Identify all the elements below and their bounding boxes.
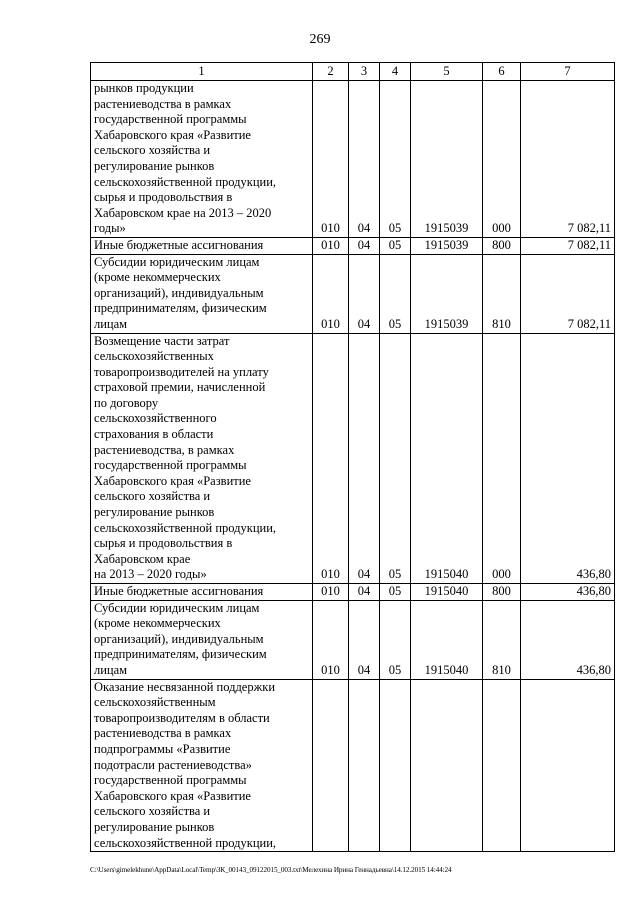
column-header: 2 [313, 63, 349, 81]
cell-section: 04 [349, 584, 380, 601]
column-header: 6 [483, 63, 521, 81]
cell-amount: 7 082,11 [521, 254, 615, 333]
cell-expense-type: 810 [483, 254, 521, 333]
cell-target-article: 1915040 [411, 600, 483, 679]
column-header: 1 [91, 63, 313, 81]
cell-amount: 436,80 [521, 584, 615, 601]
cell-expense-type: 000 [483, 81, 521, 238]
cell-subsection [380, 679, 411, 852]
cell-ministry-code [313, 679, 349, 852]
cell-amount: 436,80 [521, 600, 615, 679]
column-header: 5 [411, 63, 483, 81]
cell-expense-type: 810 [483, 600, 521, 679]
table-row [91, 600, 615, 679]
column-header: 4 [380, 63, 411, 81]
cell-section [349, 679, 380, 852]
cell-target-article [411, 679, 483, 852]
table-header-row [91, 63, 615, 81]
row-description: Субсидии юридическим лицам (кроме некоммерческих организаций), индивидуальным предпринимателям, физическим лицам [91, 600, 313, 679]
cell-ministry-code: 010 [313, 254, 349, 333]
cell-section: 04 [349, 254, 380, 333]
cell-expense-type [483, 679, 521, 852]
row-description: Иные бюджетные ассигнования [91, 584, 313, 601]
cell-expense-type: 000 [483, 333, 521, 584]
cell-section: 04 [349, 600, 380, 679]
cell-ministry-code: 010 [313, 237, 349, 254]
row-description: Субсидии юридическим лицам (кроме некоммерческих организаций), индивидуальным предпринимателям, физическим лицам [91, 254, 313, 333]
cell-expense-type: 800 [483, 584, 521, 601]
row-description: рынков продукции растениеводства в рамках государственной программы Хабаровского края «Развитие сельского хозяйства и регулирование рынков сельскохозяйственной продукции, сырья и продовольствия в Хабаровском крае на 2013 – 2020 годы» [91, 81, 313, 238]
cell-target-article: 1915040 [411, 333, 483, 584]
cell-subsection: 05 [380, 81, 411, 238]
cell-ministry-code: 010 [313, 600, 349, 679]
row-description: Оказание несвязанной поддержки сельскохозяйственным товаропроизводителям в области растениеводства в рамках подпрограммы «Развитие подотрасли растениеводства» государственной программы Хабаровского края «Развитие сельского хозяйства и регулирование рынков сельскохозяйственной продукции, [91, 679, 313, 852]
cell-subsection: 05 [380, 333, 411, 584]
table-row [91, 333, 615, 584]
cell-ministry-code: 010 [313, 81, 349, 238]
table-row [91, 679, 615, 852]
cell-ministry-code: 010 [313, 333, 349, 584]
cell-target-article: 1915039 [411, 81, 483, 238]
cell-target-article: 1915040 [411, 584, 483, 601]
cell-target-article: 1915039 [411, 237, 483, 254]
table-row [91, 254, 615, 333]
cell-amount: 7 082,11 [521, 237, 615, 254]
row-description: Возмещение части затрат сельскохозяйственных товаропроизводителей на уплату страховой премии, начисленной по договору сельскохозяйственного страхования в области растениеводства, в рамках государственной программы Хабаровского края «Развитие сельского хозяйства и регулирование рынков сельскохозяйственной продукции, сырья и продовольствия в Хабаровском крае на 2013 – 2020 годы» [91, 333, 313, 584]
row-description: Иные бюджетные ассигнования [91, 237, 313, 254]
cell-subsection: 05 [380, 584, 411, 601]
column-header: 3 [349, 63, 380, 81]
budget-table [90, 62, 615, 852]
cell-ministry-code: 010 [313, 584, 349, 601]
page-number: 269 [309, 32, 331, 47]
cell-section: 04 [349, 333, 380, 584]
table-row [91, 81, 615, 238]
cell-section: 04 [349, 81, 380, 238]
cell-subsection: 05 [380, 254, 411, 333]
cell-amount: 7 082,11 [521, 81, 615, 238]
cell-subsection: 05 [380, 600, 411, 679]
column-header: 7 [521, 63, 615, 81]
cell-subsection: 05 [380, 237, 411, 254]
cell-amount: 436,80 [521, 333, 615, 584]
cell-section: 04 [349, 237, 380, 254]
table-row [91, 237, 615, 254]
cell-expense-type: 800 [483, 237, 521, 254]
cell-target-article: 1915039 [411, 254, 483, 333]
cell-amount [521, 679, 615, 852]
table-row [91, 584, 615, 601]
file-path-footer: C:\Users\gimelekhune\AppData\Local\Temp\ЗК_00143_09122015_003.txt\Мелехина Ирина Геннадьевна\14.12.2015 14:44:24 [90, 866, 452, 874]
